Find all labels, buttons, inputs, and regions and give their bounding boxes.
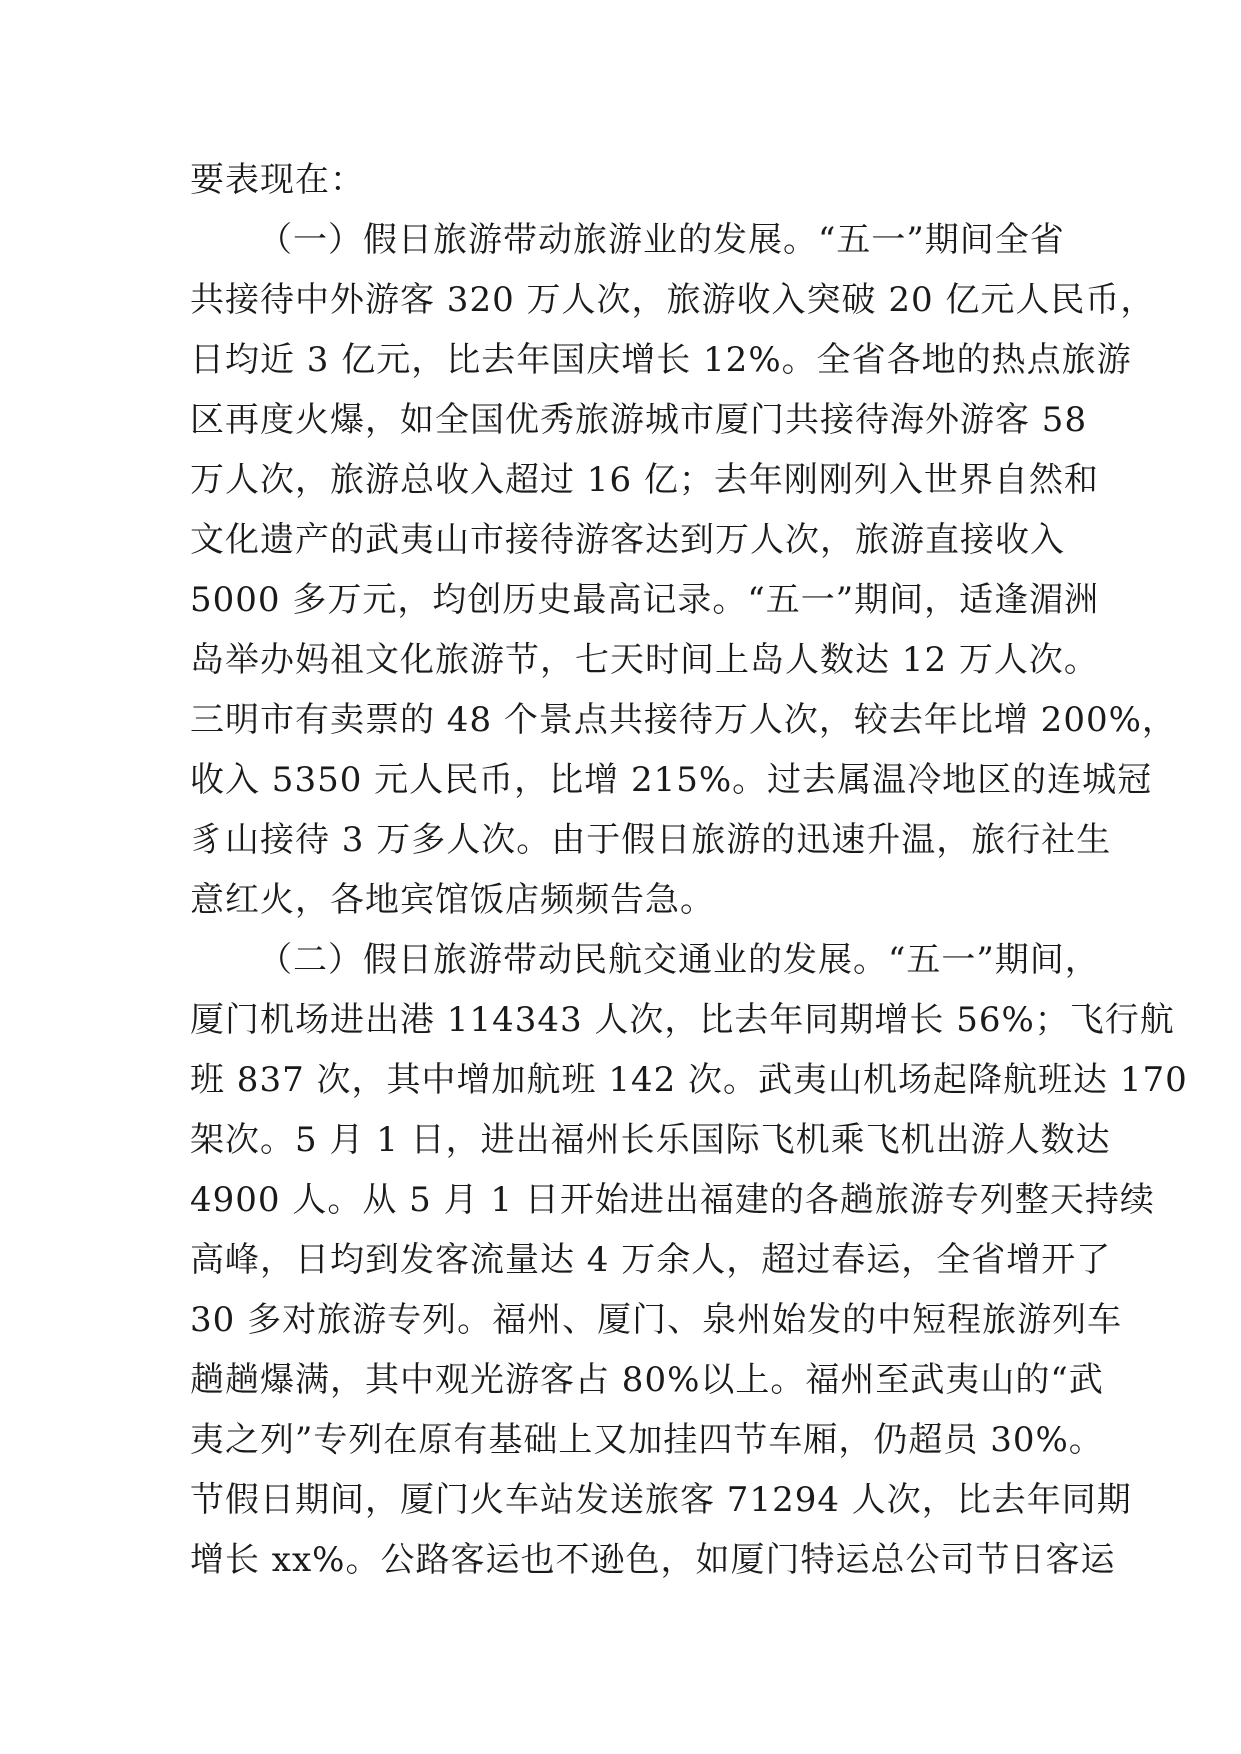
text-line: 共接待中外游客 320 万人次，旅游收入突破 20 亿元人民币， xyxy=(190,280,1156,320)
text-line: 豸山接待 3 万多人次。由于假日旅游的迅速升温，旅行社生 xyxy=(190,820,1112,860)
text-line: 区再度火爆，如全国优秀旅游城市厦门共接待海外游客 58 xyxy=(190,400,1088,440)
text-line: 要表现在： xyxy=(190,160,365,200)
text-line: 日均近 3 亿元，比去年国庆增长 12%。全省各地的热点旅游 xyxy=(190,340,1132,380)
text-line: 30 多对旅游专列。福州、厦门、泉州始发的中短程旅游列车 xyxy=(190,1300,1123,1340)
body-text xyxy=(190,150,1188,1590)
text-line: 5000 多万元，均创历史最高记录。“五一”期间，适逢湄洲 xyxy=(190,580,1100,620)
text-line: 厦门机场进出港 114343 人次，比去年同期增长 56%；飞行航 xyxy=(190,1000,1175,1040)
text-line: 4900 人。从 5 月 1 日开始进出福建的各趟旅游专列整天持续 xyxy=(190,1180,1155,1220)
text-line: 三明市有卖票的 48 个景点共接待万人次，较去年比增 200%， xyxy=(190,700,1177,740)
text-line: 收入 5350 元人民币，比增 215%。过去属温冷地区的连城冠 xyxy=(190,760,1153,800)
text-line: 班 837 次，其中增加航班 142 次。武夷山机场起降航班达 170 xyxy=(190,1060,1188,1100)
text-line: 文化遗产的武夷山市接待游客达到万人次，旅游直接收入 xyxy=(190,520,1065,560)
text-line: 夷之列”专列在原有基础上又加挂四节车厢，仍超员 30%。 xyxy=(190,1420,1104,1460)
text-line: 意红火，各地宾馆饭店频频告急。 xyxy=(190,880,715,920)
paragraph-1-first-line: （一）假日旅游带动旅游业的发展。“五一”期间全省 xyxy=(258,220,1065,260)
text-line: 趟趟爆满，其中观光游客占 80%以上。福州至武夷山的“武 xyxy=(190,1360,1104,1400)
text-line: 岛举办妈祖文化旅游节，七天时间上岛人数达 12 万人次。 xyxy=(190,640,1099,680)
text-line: 节假日期间，厦门火车站发送旅客 71294 人次，比去年同期 xyxy=(190,1480,1132,1520)
paragraph-2-first-line: （二）假日旅游带动民航交通业的发展。“五一”期间， xyxy=(258,940,1100,980)
text-line: 万人次，旅游总收入超过 16 亿；去年刚刚列入世界自然和 xyxy=(190,460,1099,500)
text-line: 高峰，日均到发客流量达 4 万余人，超过春运，全省增开了 xyxy=(190,1240,1112,1280)
text-line: 增长 xx%。公路客运也不逊色，如厦门特运总公司节日客运 xyxy=(190,1540,1116,1580)
text-line: 架次。5 月 1 日，进出福州长乐国际飞机乘飞机出游人数达 xyxy=(190,1120,1111,1160)
